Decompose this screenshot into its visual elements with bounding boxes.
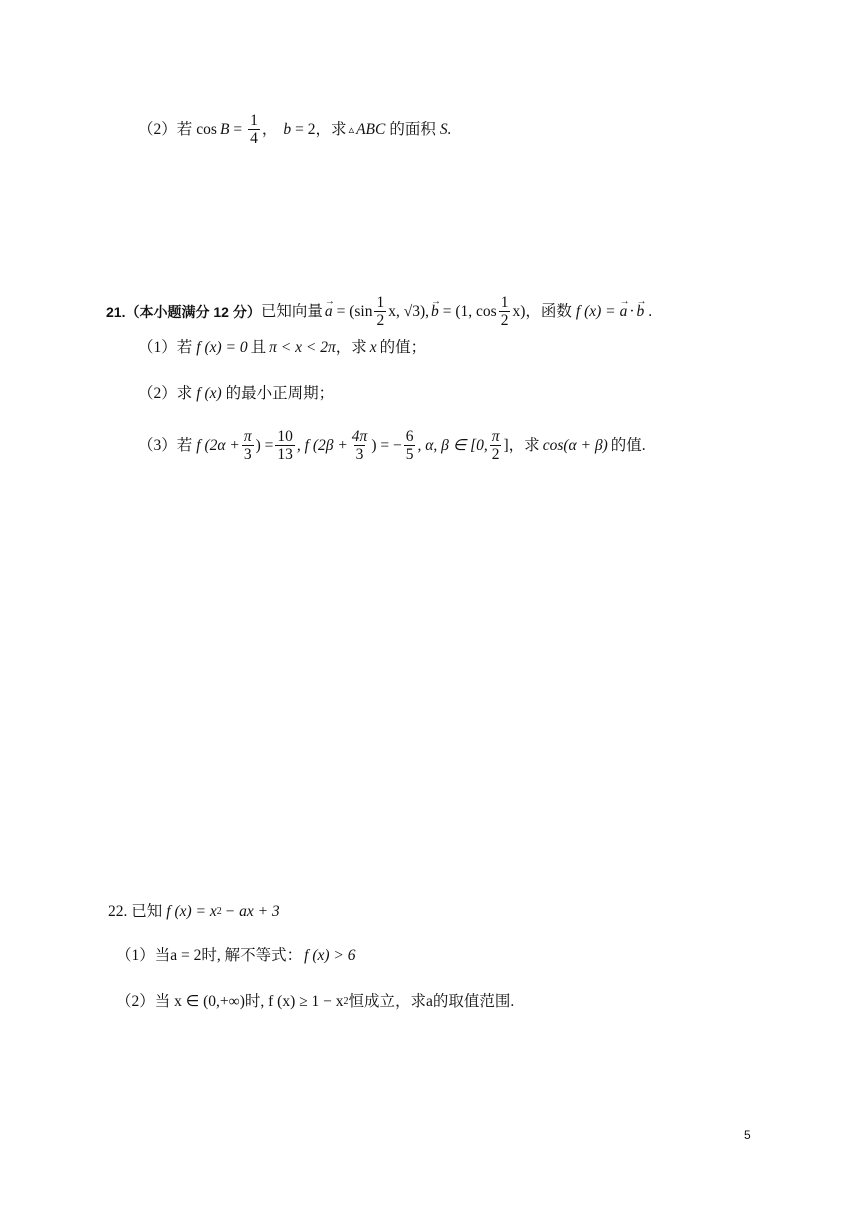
- q21-p3-tail-a: ，求: [508, 436, 540, 454]
- q21-p2-label: （2）求: [138, 385, 193, 402]
- q20-fraction: [248, 112, 260, 147]
- q21-p3-three-b: 3: [355, 446, 364, 463]
- q20-frac-num: 1: [250, 112, 258, 129]
- q21-p1-label: （1）若: [138, 339, 193, 356]
- q21-end: .: [648, 302, 653, 320]
- q21-p3-label: （3）若: [138, 436, 193, 454]
- q20-area-text: 的面积: [389, 120, 436, 138]
- q21-b-rest: x): [512, 302, 526, 320]
- q21-p1-tail-a: ，求: [335, 339, 367, 356]
- q21-p2-expr: f (x): [196, 385, 222, 402]
- q21-p3-pi: π: [243, 428, 252, 445]
- q20-eq: =: [233, 120, 243, 138]
- q21-p1-range: π < x < 2π: [269, 339, 336, 356]
- q21-vec-b: → b: [431, 302, 439, 322]
- q21-number: 21.（本小题满分 12 分）: [106, 303, 261, 320]
- q22-p2-sq: 2: [343, 996, 349, 1007]
- q21-p3-frac-4pi3: [350, 428, 370, 463]
- q21-a-rest: x, √3),: [388, 302, 430, 320]
- q21-p3-ten: 10: [277, 428, 293, 445]
- q21-p3-pi-b: π: [491, 428, 500, 445]
- q21-p1-x: x: [369, 339, 377, 356]
- q21-intro: 已知向量: [260, 302, 323, 320]
- page-number: 5: [744, 1128, 751, 1142]
- q21-fx: f (x) =: [575, 302, 616, 320]
- q22-p2-label: （2）: [116, 993, 155, 1010]
- q20-S: S.: [439, 120, 452, 138]
- q21-p1-and: 且: [250, 339, 267, 356]
- q20-part2: [138, 112, 452, 147]
- q21-p1-expr: f (x) = 0: [196, 339, 248, 356]
- q21-p3-frac-10-13: [275, 428, 295, 463]
- q21-dot: ·: [629, 302, 635, 320]
- q20-cos: cos: [196, 120, 217, 138]
- q22-title: [108, 902, 280, 922]
- q22-part1: [116, 946, 355, 966]
- q21-half-b-num: 1: [500, 294, 509, 311]
- q21-p3-cos: cos(α + β): [542, 436, 608, 454]
- q20-B: B: [219, 120, 230, 138]
- q21-part2: [138, 384, 334, 404]
- q21-p3-frac-pi3: [242, 428, 254, 463]
- q22-p1-expr: f (x) > 6: [304, 947, 356, 964]
- q21-vec-a: → a: [325, 302, 333, 322]
- q22-p2-text-a: 当 x ∈ (0,+∞)时, f (x) ≥ 1 − x: [154, 993, 344, 1010]
- q21-p3-five: 5: [405, 446, 414, 463]
- q22-p2-text-b: 恒成立，求a的取值范围.: [348, 993, 515, 1010]
- q21-p3-two: 2: [491, 446, 500, 463]
- q21-half-a: [374, 294, 386, 329]
- q20-part2-label: （2）若: [138, 120, 193, 138]
- q21-fx-b: → b: [637, 302, 645, 322]
- q21-p3-three: 3: [243, 446, 252, 463]
- q21-half-a-den: 2: [376, 312, 385, 329]
- q21-p3-f1a: f (2α +: [196, 436, 240, 454]
- q21-part1: [138, 338, 426, 358]
- q21-p3-thirteen: 13: [277, 446, 293, 463]
- q20-abc: ABC: [356, 120, 386, 138]
- q22-title-rest: − ax + 3: [224, 903, 280, 920]
- q22-p1-text: 当a = 2时, 解不等式：: [154, 947, 303, 964]
- q21-func-text: ，函数: [525, 302, 572, 320]
- q22-title-expr: f (x) = x: [166, 903, 217, 920]
- q21-p3-4pi: 4π: [351, 428, 368, 445]
- q22-p1-label: （1）: [116, 947, 155, 964]
- q21-p3-frac-pi2: [490, 428, 502, 463]
- q21-p1-tail-b: 的值；: [379, 339, 427, 356]
- q21-p3-frac-6-5: [404, 428, 416, 463]
- q21-p2-tail: 的最小正周期；: [225, 385, 335, 402]
- q21-p3-close: ]: [503, 436, 509, 454]
- q20-sep: ，: [261, 120, 278, 138]
- q21-p3-six: 6: [405, 428, 414, 445]
- q21-half-b-den: 2: [500, 312, 509, 329]
- q21-fx-a: → a: [620, 302, 628, 322]
- q21-a-eq: = (sin: [336, 302, 373, 320]
- q21-header: [106, 294, 652, 329]
- q22-part2: [116, 992, 514, 1012]
- q21-half-b: [499, 294, 511, 329]
- q20-b: b: [283, 120, 292, 138]
- q20-frac-den: 4: [250, 130, 258, 147]
- q22-title-a: 22. 已知: [108, 903, 163, 920]
- q21-p3-f2b: ) = −: [371, 436, 402, 454]
- q21-part3: [138, 428, 646, 463]
- q21-p3-f1b: ) =: [255, 436, 274, 454]
- q22-sq: 2: [216, 906, 222, 917]
- q21-b-eq: = (1, cos: [442, 302, 497, 320]
- q21-p3-ab: , α, β ∈ [0,: [417, 436, 488, 454]
- q20-b-val: = 2: [295, 120, 316, 138]
- q20-triangle: ▵: [348, 123, 355, 136]
- q20-ask: ，求: [315, 120, 347, 138]
- q21-p3-tail-b: 的值.: [610, 436, 646, 454]
- q21-half-a-num: 1: [376, 294, 385, 311]
- q21-p3-f2a: , f (2β +: [296, 436, 348, 454]
